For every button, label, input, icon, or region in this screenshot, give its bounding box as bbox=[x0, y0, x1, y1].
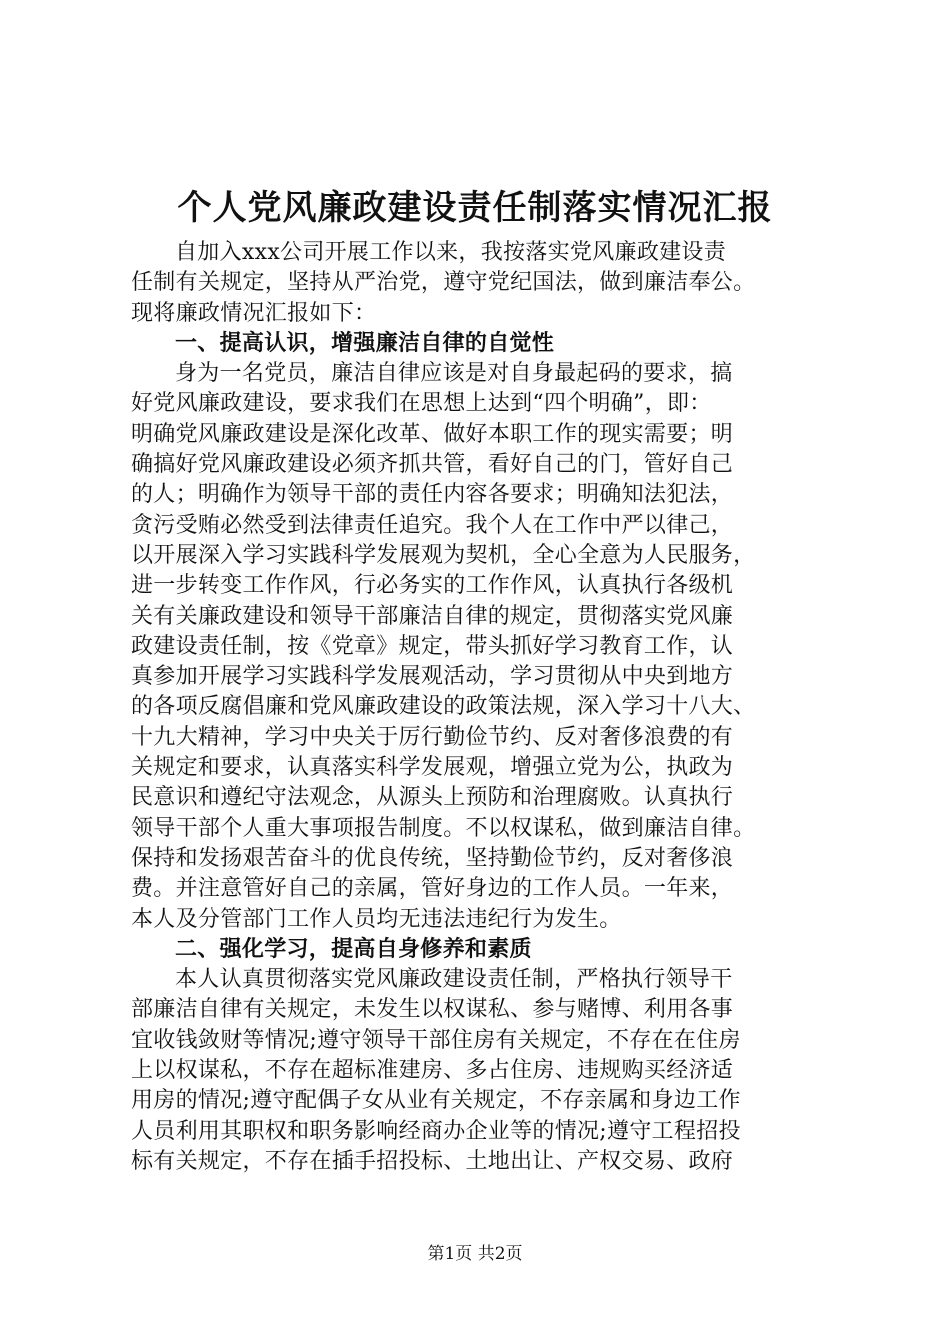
section1-line: 进一步转变工作作风，行必务实的工作作风，认真执行各级机 bbox=[131, 573, 734, 599]
section1-line: 身为一名党员，廉洁自律应该是对自身最起码的要求，搞 bbox=[175, 361, 733, 387]
intro-line: 任制有关规定，坚持从严治党，遵守党纪国法，做到廉洁奉公。 bbox=[131, 270, 756, 296]
section2-line: 用房的情况;遵守配偶子女从业有关规定，不存亲属和身边工作 bbox=[131, 1088, 741, 1114]
section-heading-1: 一、提高认识，增强廉洁自律的自觉性 bbox=[175, 330, 555, 356]
intro-paragraph bbox=[131, 238, 831, 329]
section2-line: 部廉洁自律有关规定，未发生以权谋私、参与赌博、利用各事 bbox=[131, 997, 734, 1023]
section1-line: 领导干部个人重大事项报告制度。不以权谋私，做到廉洁自律。 bbox=[131, 815, 756, 841]
section1-line: 费。并注意管好自己的亲属，管好身边的工作人员。一年来， bbox=[131, 876, 734, 902]
section1-line: 民意识和遵纪守法观念，从源头上预防和治理腐败。认真执行 bbox=[131, 785, 734, 811]
section1-line: 贪污受贿必然受到法律责任追究。我个人在工作中严以律己， bbox=[131, 512, 734, 538]
section2-line: 上以权谋私，不存在超标准建房、多占住房、违规购买经济适 bbox=[131, 1058, 734, 1084]
section1-line: 明确党风廉政建设是深化改革、做好本职工作的现实需要；明 bbox=[131, 421, 734, 447]
document-body bbox=[131, 238, 831, 1177]
document-title: 个人党风廉政建设责任制落实情况汇报 bbox=[177, 188, 773, 228]
section2-line: 人员利用其职权和职务影响经商办企业等的情况;遵守工程招投 bbox=[131, 1118, 741, 1144]
section1-line: 以开展深入学习实践科学发展观为契机，全心全意为人民服务， bbox=[131, 542, 756, 568]
section-heading-2: 二、强化学习，提高自身修养和素质 bbox=[175, 936, 532, 962]
section1-line: 真参加开展学习实践科学发展观活动，学习贯彻从中央到地方 bbox=[131, 664, 734, 690]
section1-line: 的人；明确作为领导干部的责任内容各要求；明确知法犯法， bbox=[131, 482, 734, 508]
section1-line: 保持和发扬艰苦奋斗的优良传统，坚持勤俭节约，反对奢侈浪 bbox=[131, 845, 734, 871]
page-number-footer: 第1页 共2页 bbox=[427, 1244, 523, 1264]
section1-line: 本人及分管部门工作人员均无违法违纪行为发生。 bbox=[131, 906, 622, 932]
section2-line: 宜收钱敛财等情况;遵守领导干部住房有关规定，不存在在住房 bbox=[131, 1027, 741, 1053]
section2-line: 标有关规定，不存在插手招投标、土地出让、产权交易、政府 bbox=[131, 1148, 734, 1174]
section1-line: 好党风廉政建设，要求我们在思想上达到“四个明确”，即： bbox=[131, 391, 712, 417]
section2-line: 本人认真贯彻落实党风廉政建设责任制，严格执行领导干 bbox=[175, 967, 733, 993]
intro-line: 现将廉政情况汇报如下： bbox=[131, 300, 377, 326]
section1-line: 关有关廉政建设和领导干部廉洁自律的规定，贯彻落实党风廉 bbox=[131, 603, 734, 629]
section1-line: 关规定和要求，认真落实科学发展观，增强立党为公，执政为 bbox=[131, 755, 734, 781]
section1-line: 政建设责任制，按《党章》规定，带头抓好学习教育工作，认 bbox=[131, 633, 734, 659]
section1-paragraph bbox=[131, 359, 831, 935]
section1-line: 的各项反腐倡廉和党风廉政建设的政策法规，深入学习十八大、 bbox=[131, 694, 756, 720]
intro-line: 自加入xxx公司开展工作以来，我按落实党风廉政建设责 bbox=[175, 240, 727, 265]
section1-line: 确搞好党风廉政建设必须齐抓共管，看好自己的门，管好自己 bbox=[131, 452, 734, 478]
section2-paragraph bbox=[131, 965, 831, 1177]
section1-line: 十九大精神，学习中央关于厉行勤俭节约、反对奢侈浪费的有 bbox=[131, 724, 734, 750]
